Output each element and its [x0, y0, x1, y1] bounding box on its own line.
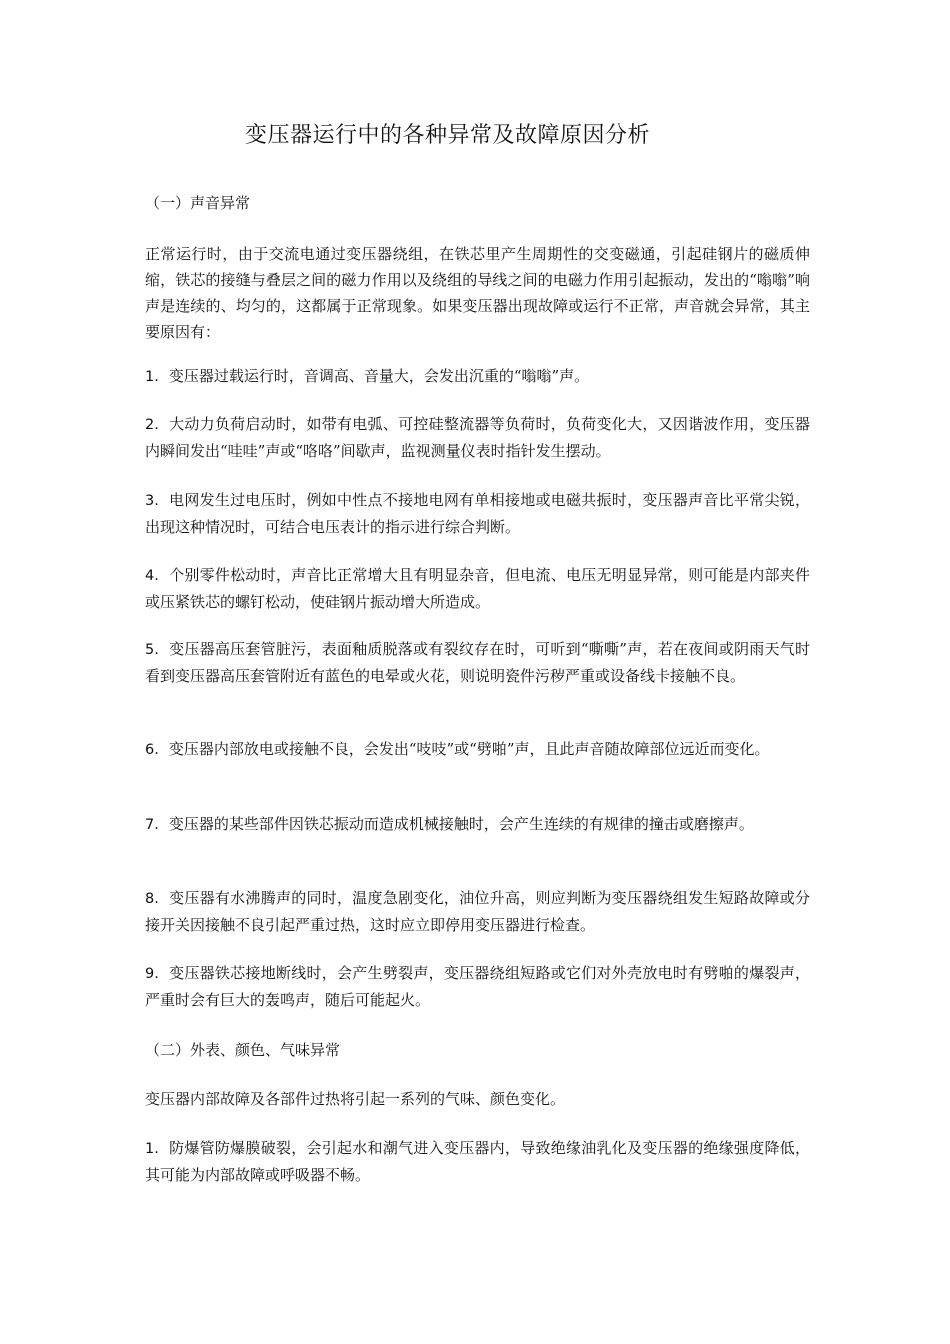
list-item: [145, 736, 810, 763]
item-number: 1.: [145, 369, 159, 385]
item-text: 变压器高压套管脏污，表面釉质脱落或有裂纹存在时，可听到“嘶嘶”声，若在夜间或阴雨天气时看到变压器高压套管附近有蓝色的电晕或火花，则说明瓷件污秽严重或设备线卡接触不良。: [145, 640, 810, 685]
item-number: 3.: [145, 493, 159, 509]
list-item: [145, 363, 810, 390]
item-number: 9.: [145, 966, 159, 982]
item-number: 5.: [145, 642, 159, 658]
item-text: 变压器铁芯接地断线时，会产生劈裂声，变压器绕组短路或它们对外壳放电时有劈啪的爆裂声，严重时会有巨大的轰鸣声，随后可能起火。: [145, 964, 810, 1009]
section-1-intro: 正常运行时，由于交流电通过变压器绕组，在铁芯里产生周期性的交变磁通，引起硅钢片的磁质伸缩，铁芯的接缝与叠层之间的磁力作用以及绕组的导线之间的电磁力作用引起振动，发出的“嗡嗡”响声是连续的、均匀的，这都属于正常现象。如果变压器出现故障或运行不正常，声音就会异常，其主要原因有：: [145, 245, 810, 341]
item-text: 大动力负荷启动时，如带有电弧、可控硅整流器等负荷时，负荷变化大，又因谐波作用，变压器内瞬间发出“哇哇”声或“咯咯”间歇声，监视测量仪表时指针发生摆动。: [145, 415, 810, 460]
item-text: 变压器过载运行时，音调高、音量大，会发出沉重的“嗡嗡”声。: [168, 367, 590, 385]
item-text: 防爆管防爆膜破裂，会引起水和潮气进入变压器内，导致绝缘油乳化及变压器的绝缘强度降低，其可能为内部故障或呼吸器不畅。: [145, 1139, 810, 1184]
section-2-heading: （二）外表、颜色、气味异常: [145, 1041, 341, 1059]
section-2-intro: 变压器内部故障及各部件过热将引起一系列的气味、颜色变化。: [145, 1090, 566, 1108]
list-item: [145, 811, 810, 838]
item-text: 电网发生过电压时，例如中性点不接地电网有单相接地或电磁共振时，变压器声音比平常尖锐，出现这种情况时，可结合电压表计的指示进行综合判断。: [145, 491, 810, 536]
list-item: [145, 960, 810, 1013]
item-text: 变压器有水沸腾声的同时，温度急剧变化，油位升高，则应判断为变压器绕组发生短路故障或分接开关因接触不良引起严重过热，这时应立即停用变压器进行检查。: [145, 889, 810, 934]
item-text: 个别零件松动时，声音比正常增大且有明显杂音，但电流、电压无明显异常，则可能是内部夹件或压紧铁芯的螺钉松动，使硅钢片振动增大所造成。: [145, 566, 810, 611]
list-item: [145, 1135, 810, 1188]
section-1-heading: （一）声音异常: [145, 194, 251, 212]
item-number: 2.: [145, 417, 159, 433]
item-number: 7.: [145, 817, 159, 833]
item-number: 8.: [145, 891, 159, 907]
item-text: 变压器的某些部件因铁芯振动而造成机械接触时，会产生连续的有规律的撞击或磨擦声。: [168, 815, 754, 833]
list-item: [145, 487, 810, 540]
list-item: [145, 562, 810, 615]
list-item: [145, 411, 810, 464]
item-text: 变压器内部放电或接触不良，会发出“吱吱”或“劈啪”声，且此声音随故障部位远近而变化。: [168, 740, 770, 758]
item-number: 4.: [145, 568, 159, 584]
item-number: 1.: [145, 1141, 159, 1157]
list-item: [145, 636, 810, 689]
list-item: [145, 885, 810, 938]
document-title: 变压器运行中的各种异常及故障原因分析: [244, 123, 650, 148]
item-number: 6.: [145, 742, 159, 758]
